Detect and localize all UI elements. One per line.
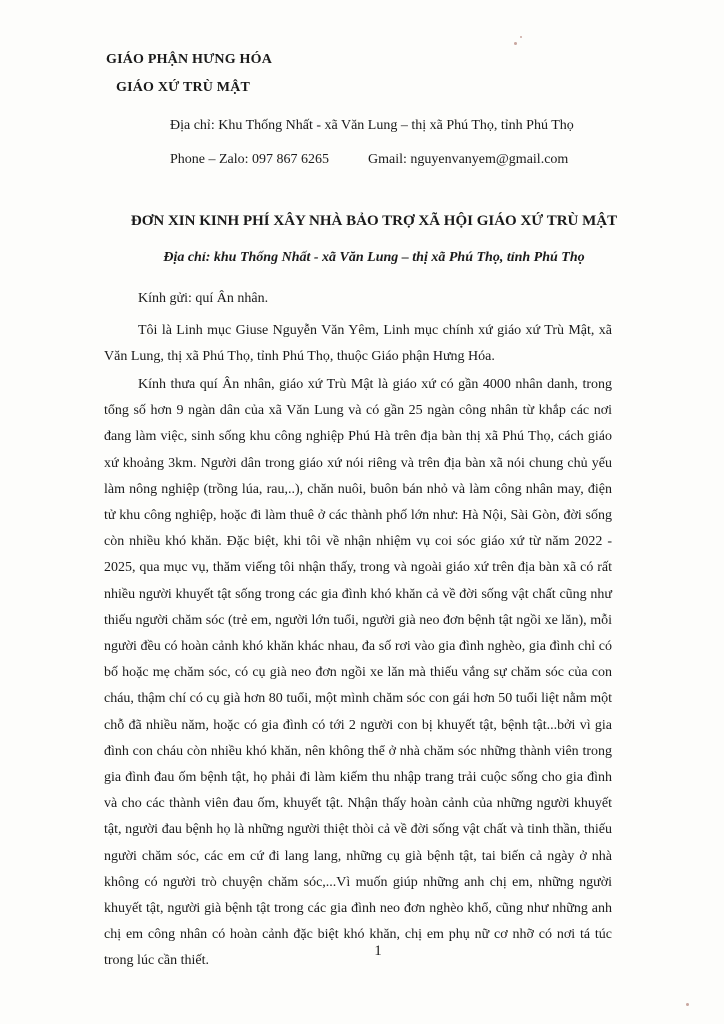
- scan-speck: [686, 1003, 689, 1006]
- page-number: 1: [374, 943, 382, 959]
- document-title: ĐƠN XIN KINH PHÍ XÂY NHÀ BẢO TRỢ XÃ HỘI GIÁO XỨ TRÙ MẬT: [130, 213, 618, 229]
- salutation: Kính gửi: quí Ân nhân.: [138, 291, 269, 306]
- parish-address: Địa chỉ: Khu Thống Nhất - xã Văn Lung – thị xã Phú Thọ, tỉnh Phú Thọ: [170, 118, 574, 133]
- diocese-name: GIÁO PHẬN HƯNG HÓA: [106, 52, 273, 67]
- document-subtitle-row: [0, 250, 724, 266]
- document-subtitle: Địa chỉ: khu Thống Nhất - xã Văn Lung – thị xã Phú Thọ, tỉnh Phú Thọ: [163, 250, 585, 265]
- paragraph-introduction: Tôi là Linh mục Giuse Nguyễn Văn Yêm, Linh mục chính xứ giáo xứ Trù Mật, xã Văn Lung, thị xã Phú Thọ, tỉnh Phú Thọ, thuộc Giáo phận Hưng Hóa.: [104, 323, 612, 365]
- page-number-row: [0, 943, 724, 960]
- parish-email: Gmail: nguyenvanyem@gmail.com: [368, 152, 569, 167]
- scan-speck: [514, 42, 517, 45]
- parish-name: GIÁO XỨ TRÙ MẬT: [116, 80, 251, 95]
- document-title-row: [0, 213, 724, 230]
- parish-phone: Phone – Zalo: 097 867 6265: [170, 152, 330, 167]
- scan-speck: [520, 36, 522, 38]
- paragraph-situation: Kính thưa quí Ân nhân, giáo xứ Trù Mật là giáo xứ có gần 4000 nhân danh, trong tổng số hơn 9 ngàn dân của xã Văn Lung và có gần 25 ngàn công nhân từ khắp các nơi đang làm việc, sinh sống khu công nghiệp Phú Hà trên địa bàn thị xã Phú Thọ, cách giáo xứ khoảng 3km. Người dân trong giáo xứ nói riêng và trên địa bàn xã nói chung chủ yếu làm nông nghiệp (trồng lúa, rau,..), chăn nuôi, buôn bán nhỏ và làm công nhân may, điện tử khu công nghiệp, hoặc đi làm thuê ở các thành phố lớn như: Hà Nội, Sài Gòn, đời sống còn nhiều khó khăn. Đặc biệt, khi tôi về nhận nhiệm vụ coi sóc giáo xứ từ năm 2022 - 2025, qua mục vụ, thăm viếng tôi nhận thấy, trong và ngoài giáo xứ trên địa bàn xã có rất nhiều người khuyết tật sống trong các gia đình khó khăn cả về đời sống vật chất cũng như thiếu người chăm sóc (trẻ em, người lớn tuổi, người già neo đơn bệnh tật ngồi xe lăn), mỗi người đều có hoàn cảnh khó khăn khác nhau, đa số rơi vào gia đình nghèo, gia đình chỉ có bố hoặc mẹ chăm sóc, có cụ già neo đơn ngồi xe lăn mà thiếu vắng sự chăm sóc của con cháu, thậm chí có cụ già hơn 80 tuổi, một mình chăm sóc con gái hơn 50 tuổi liệt nằm một chỗ đã nhiều năm, hoặc có gia đình có tới 2 người con bị khuyết tật, bệnh tật...bởi vì gia đình con cháu còn nhiều khó khăn, nên không thể ở nhà chăm sóc những thành viên trong gia đình đau ốm bệnh tật, họ phải đi làm kiếm thu nhập trang trải cuộc sống cho gia đình và cho các thành viên đau ốm, khuyết tật. Nhận thấy hoàn cảnh của những người khuyết tật, người đau bệnh họ là những người thiệt thòi cả về đời sống vật chất và tinh thần, thiếu người chăm sóc, các em cứ đi lang lang, những cụ già bệnh tật, tai biến cả ngày ở nhà không có người trò chuyện chăm sóc,...Vì muốn giúp những anh chị em, những người khuyết tật, người già bệnh tật trong các gia đình neo đơn nghèo khổ, cũng như những anh chị em công nhân có hoàn cảnh đặc biệt khó khăn, chị em phụ nữ cơ nhỡ có nơi tá túc trong lúc cần thiết.: [104, 377, 612, 969]
